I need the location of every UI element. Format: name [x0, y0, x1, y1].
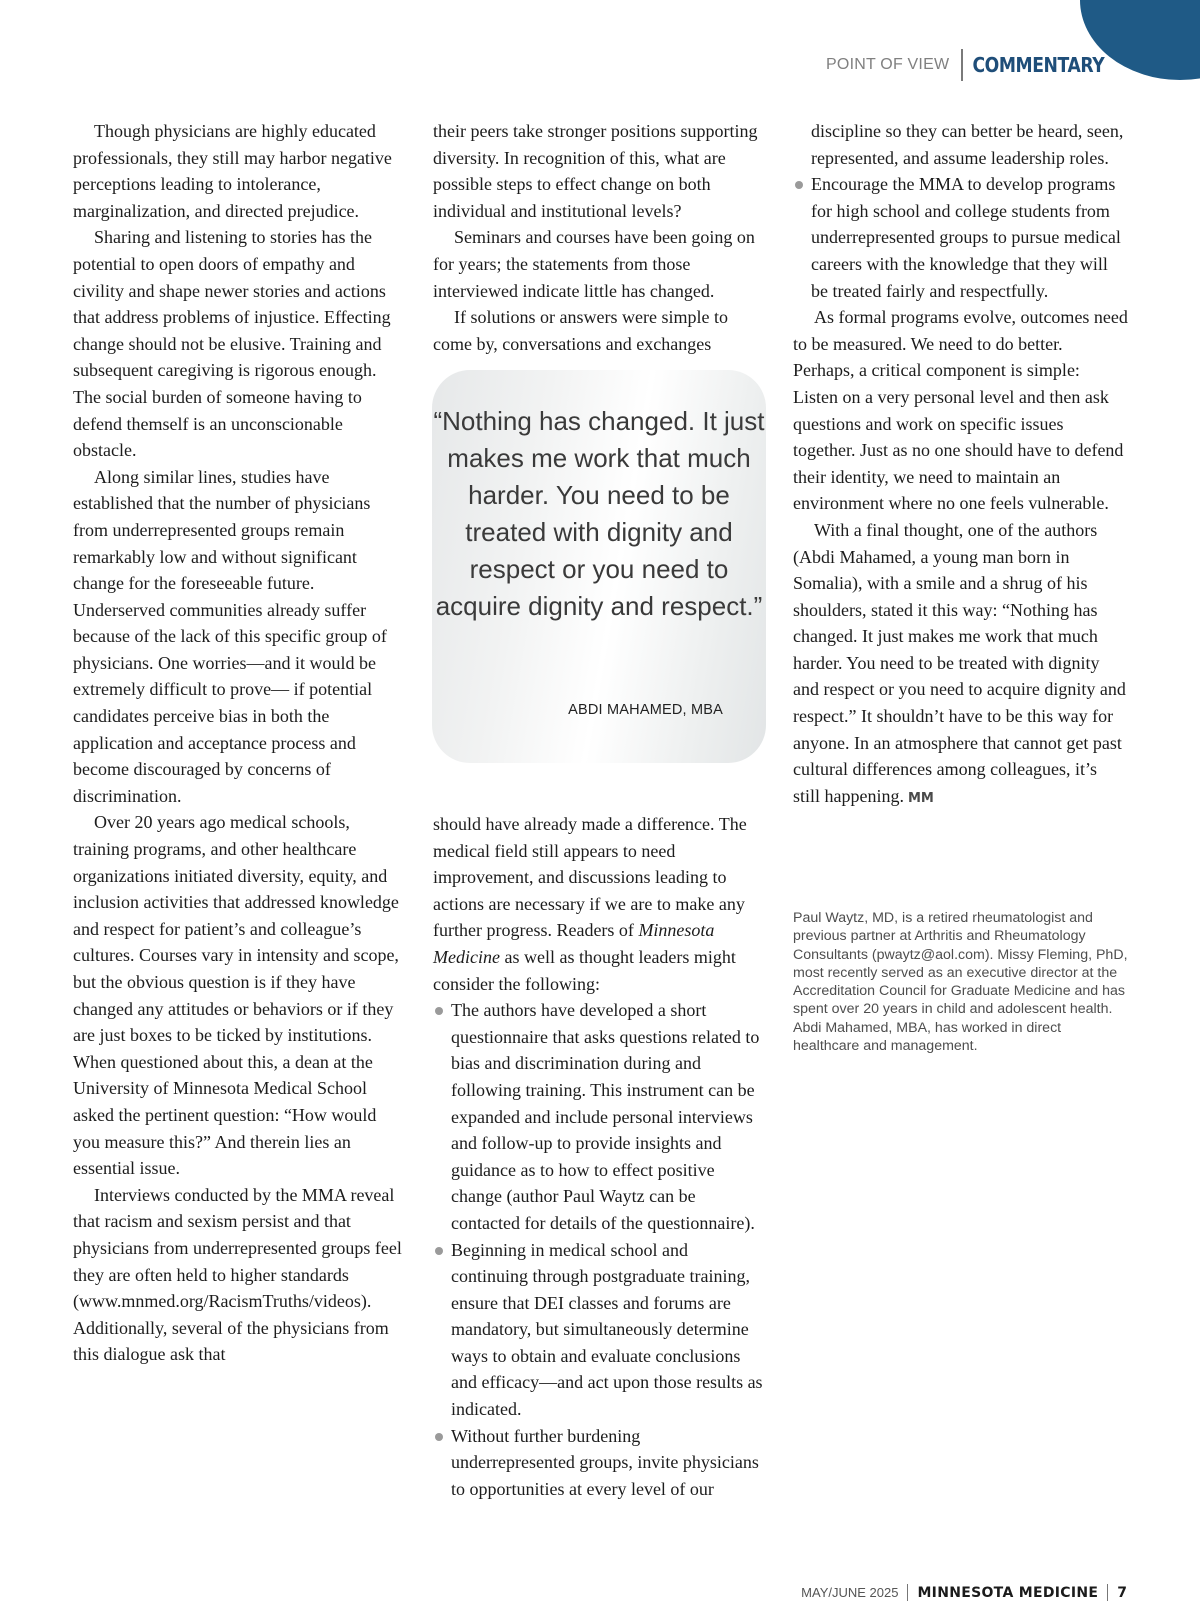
- pull-quote-text: “Nothing has changed. It just makes me work that much harder. You need to be treated with dignity and respect or you need to acquire dignity and respect.”: [433, 406, 765, 621]
- pull-quote-attribution: ABDI MAHAMED, MBA: [568, 702, 723, 718]
- bullet-text: Encourage the MMA to develop programs for high school and college students from underrepresented groups to pursue medical careers with the knowledge that they will be treated fairly and respectfully.: [811, 174, 1121, 301]
- paragraph: Interviews conducted by the MMA reveal that racism and sexism persist and that physicians from underrepresented groups feel they are often held to higher standards (www.mnmed.org/RacismTruths/videos). Additionally, several of the physicians from this dialogue ask that: [73, 1184, 402, 1365]
- bullet-icon: [435, 1007, 443, 1015]
- paragraph: Though physicians are highly educated professionals, they still may harbor negative perceptions leading to intolerance, marginalization, and directed prejudice.: [73, 121, 392, 221]
- paragraph: Sharing and listening to stories has the potential to open doors of empathy and civility and shape newer stories and actions that address problems of injustice. Effecting change should not be elusive. Training and subsequent caregiving is rigorous enough. The social burden of someone having to defend themself is an unconscionable obstacle.: [73, 227, 391, 461]
- page-footer: [801, 1584, 1127, 1601]
- pull-quote: [432, 370, 766, 763]
- author-bio: Paul Waytz, MD, is a retired rheumatologist and previous partner at Arthritis and Rheumatology Consultants (pwaytz@aol.com). Missy Fleming, PhD, most recently served as an executive director at the Accreditation Council for Graduate Medicine and has spent over 20 years in child and adolescent health. Abdi Mahamed, MBA, has worked in direct healthcare and management.: [793, 910, 1128, 1055]
- bullet-item: [433, 1237, 768, 1423]
- paragraph: Along similar lines, studies have established that the number of physicians from underrepresented groups remain remarkably low and without significant change for the foreseeable future. Underserved communities already suffer because of the lack of this specific group of physicians. One worries—and it would be extremely difficult to prove— if potential candidates perceive bias in both the application and acceptance process and become discouraged by concerns of discrimination.: [73, 466, 387, 806]
- bullet-item: [433, 997, 768, 1236]
- paragraph-text: should have already made a difference. The medical field still appears to need improvement, and discussions leading to actions are necessary if we are to make any further progress. Readers of: [433, 814, 747, 941]
- bullet-text: Without further burdening underrepresented groups, invite physicians to opportunities at every level of our: [451, 1425, 759, 1499]
- footer-divider: [907, 1584, 908, 1601]
- bullet-icon: [435, 1433, 443, 1441]
- paragraph: Seminars and courses have been going on for years; the statements from those interviewed indicate little has changed.: [433, 227, 755, 301]
- end-mark: MM: [908, 790, 934, 806]
- column-2-bottom: [433, 811, 768, 1502]
- bullet-item: [793, 171, 1128, 304]
- bullet-item: [433, 1423, 768, 1503]
- issue-date: MAY/JUNE 2025: [801, 1585, 899, 1600]
- bullet-icon: [435, 1247, 443, 1255]
- bullet-continuation: discipline so they can better be heard, seen, represented, and assume leadership roles.: [811, 121, 1124, 168]
- paragraph-text: With a final thought, one of the authors (Abdi Mahamed, a young man born in Somalia), with a smile and a shrug of his shoulders, stated it this way: “Nothing has changed. It just makes me work that much harder. You need to be treated with dignity and respect or you need to acquire dignity and respect.” It shouldn’t have to be this way for anyone. In an atmosphere that cannot get past cultural differences among colleagues, it’s still happening.: [793, 519, 1126, 806]
- bullet-icon: [795, 181, 803, 189]
- page-header: [826, 48, 1127, 82]
- footer-divider: [1107, 1584, 1108, 1601]
- paragraph: Over 20 years ago medical schools, training programs, and other healthcare organizations initiated diversity, equity, and inclusion activities that addressed knowledge and respect for patient’s and colleague’s cultures. Courses vary in intensity and scope, but the obvious question is if they have changed any attitudes or behaviors or if they are just boxes to be ticked by institutions. When questioned about this, a dean at the University of Minnesota Medical School asked the pertinent question: “How would you measure this?” And therein lies an essential issue.: [73, 812, 399, 1179]
- section-title: COMMENTARY: [972, 53, 1105, 77]
- bullet-text: Beginning in medical school and continuing through postgraduate training, ensure that DEI classes and forums are mandatory, but simultaneously determine ways to obtain and evaluate conclusions and efficacy—and act upon those results as indicated.: [451, 1239, 763, 1420]
- bullet-text: The authors have developed a short questionnaire that asks questions related to bias and discrimination during and following training. This instrument can be expanded and include personal interviews and follow-up to provide insights and guidance as to how to effect positive change (author Paul Waytz can be contacted for details of the questionnaire).: [451, 1000, 760, 1233]
- paragraph: [793, 517, 1128, 813]
- journal-title: MINNESOTA MEDICINE: [917, 1584, 1099, 1601]
- journal-name: Minnesota Medicine: [433, 920, 715, 967]
- column-1: [73, 118, 405, 1368]
- column-2-top: [433, 118, 768, 357]
- paragraph: As formal programs evolve, outcomes need to be measured. We need to do better. Perhaps, a critical component is simple: Listen on a very personal level and then ask questions and work on specific issues together. Just as no one should have to defend their identity, we need to maintain an environment where no one feels vulnerable.: [793, 307, 1128, 514]
- paragraph: their peers take stronger positions supporting diversity. In recognition of this, what are possible steps to effect change on both individual and institutional levels?: [433, 121, 758, 221]
- paragraph-text: as well as thought leaders might consider the following:: [433, 946, 736, 994]
- page-number: 7: [1117, 1584, 1127, 1601]
- column-3: [793, 118, 1128, 812]
- paragraph: [433, 811, 768, 997]
- paragraph: If solutions or answers were simple to come by, conversations and exchanges: [433, 307, 728, 354]
- section-label: POINT OF VIEW: [826, 56, 950, 73]
